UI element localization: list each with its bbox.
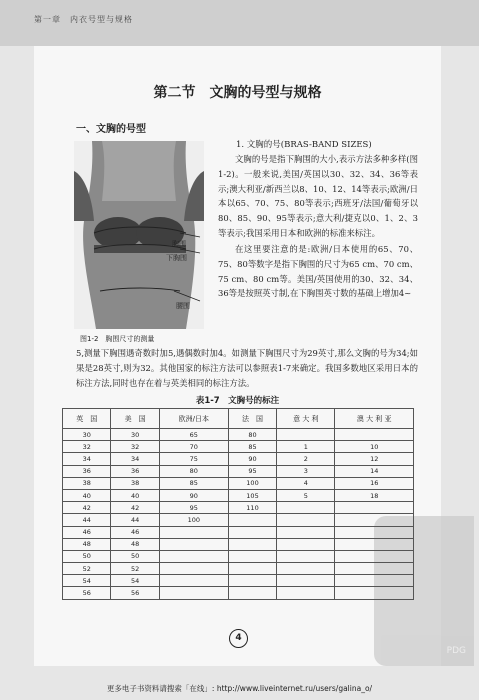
table-cell: 1: [277, 441, 335, 453]
table-cell: 56: [63, 587, 111, 599]
table-row: [63, 538, 414, 550]
table-cell: 95: [228, 465, 276, 477]
table-cell: 100: [228, 477, 276, 489]
subheading: 一、文胸的号型: [76, 124, 146, 135]
table-cell: 42: [111, 502, 159, 514]
table-cell: [335, 563, 414, 575]
table-row: [63, 477, 414, 489]
table-cell: 90: [228, 453, 276, 465]
table-cell: 85: [228, 441, 276, 453]
header-band: [0, 0, 479, 46]
table-cell: [159, 587, 228, 599]
table-row: [63, 489, 414, 501]
figure-bust-measurement: [74, 141, 204, 329]
table-cell: 54: [111, 575, 159, 587]
table-cell: 38: [63, 477, 111, 489]
table-cell: [228, 575, 276, 587]
table-cell: [277, 429, 335, 441]
footer-text: 更多电子书资料请搜索「在线」: http://www.liveinternet.ru/users/galina_o/: [106, 684, 373, 693]
table-cell: 16: [335, 477, 414, 489]
table-row: [63, 429, 414, 441]
header-fr: 法 国: [228, 409, 276, 429]
table-cell: 40: [111, 489, 159, 501]
watermark-text: PDG: [446, 646, 466, 656]
table-cell: 10: [335, 441, 414, 453]
table-cell: [228, 514, 276, 526]
table-cell: [228, 587, 276, 599]
table-cell: [228, 538, 276, 550]
table-cell: [277, 514, 335, 526]
table-cell: 110: [228, 502, 276, 514]
table-cell: 36: [111, 465, 159, 477]
table-cell: 38: [111, 477, 159, 489]
table-cell: [335, 550, 414, 562]
table-cell: 90: [159, 489, 228, 501]
table-cell: [159, 550, 228, 562]
paragraph: 文胸的号是指下胸围的大小,表示方法多种多样(图1-2)。一般来说,美国/英国以30、32、34、36等表示;澳大利亚/新西兰以8、10、12、14等表示;欧洲/日本以65、70、75、80等表示;西班牙/法国/葡萄牙以80、85、90、95等表示;意大利/捷克以0、1、2、3等表示;我国采用日本和欧洲的标准来标注。: [218, 154, 418, 238]
table-cell: 5: [277, 489, 335, 501]
table-cell: 52: [111, 563, 159, 575]
table-cell: 75: [159, 453, 228, 465]
header-us: 美 国: [111, 409, 159, 429]
label-waist: 腰围: [176, 302, 190, 310]
table-row: [63, 587, 414, 599]
table-row: [63, 441, 414, 453]
table-cell: 54: [63, 575, 111, 587]
table-cell: [335, 587, 414, 599]
table-cell: 18: [335, 489, 414, 501]
table-cell: 34: [63, 453, 111, 465]
table-cell: 30: [63, 429, 111, 441]
table-cell: 42: [63, 502, 111, 514]
table-cell: [277, 538, 335, 550]
table-row: [63, 563, 414, 575]
table-row: [63, 453, 414, 465]
table-cell: 85: [159, 477, 228, 489]
table-cell: [228, 526, 276, 538]
table-cell: 100: [159, 514, 228, 526]
table-cell: [159, 538, 228, 550]
table-cell: [159, 526, 228, 538]
table-cell: 3: [277, 465, 335, 477]
table-cell: 2: [277, 453, 335, 465]
book-page: [34, 46, 466, 666]
table-cell: [277, 502, 335, 514]
table-row: [63, 550, 414, 562]
page-number: 4: [229, 629, 248, 648]
table-cell: 40: [63, 489, 111, 501]
header-eu-jp: 欧洲/日本: [159, 409, 228, 429]
table-cell: 30: [111, 429, 159, 441]
table-cell: 50: [111, 550, 159, 562]
paragraph: 5,测量下胸围遇奇数时加5,遇偶数时加4。如测量下胸围尺寸为29英寸,那么文胸的号为34;如果是28英寸,则为32。其他国家的标注方法可以参照表1-7来确定。我国多数地区采用日本的标注方法,同时也存在着与英美相同的标注方法。: [76, 348, 418, 388]
table-cell: 48: [63, 538, 111, 550]
table-row: [63, 465, 414, 477]
table-cell: [335, 514, 414, 526]
table-cell: 12: [335, 453, 414, 465]
table-cell: [335, 575, 414, 587]
table-row: [63, 526, 414, 538]
running-head: 第一章 内衣号型与规格: [34, 15, 133, 24]
table-cell: [335, 538, 414, 550]
table-row: [63, 575, 414, 587]
table-cell: 32: [63, 441, 111, 453]
table-cell: [228, 563, 276, 575]
table-cell: 46: [111, 526, 159, 538]
paragraph: 在这里要注意的是:欧洲/日本使用的65、70、75、80等数字是指下胸围的尺寸为65 cm、70 cm、75 cm、80 cm等。美国/英国使用的30、32、34、36等是按照英寸制,在下胸围英寸数的基础上增加4~: [218, 244, 418, 299]
table-cell: 80: [228, 429, 276, 441]
table-cell: 44: [63, 514, 111, 526]
label-underbust: 下胸围: [166, 254, 187, 262]
header-it: 意 大 利: [277, 409, 335, 429]
table-cell: 36: [63, 465, 111, 477]
table-cell: [277, 575, 335, 587]
figure-caption: 图1-2 胸围尺寸的测量: [80, 335, 155, 343]
table-cell: [335, 526, 414, 538]
table-header-row: [63, 409, 414, 429]
section-title: 第二节 文胸的号型与规格: [153, 85, 322, 101]
table-cell: 65: [159, 429, 228, 441]
size-table: [62, 408, 414, 600]
table-cell: 4: [277, 477, 335, 489]
table-cell: [277, 587, 335, 599]
table-cell: 48: [111, 538, 159, 550]
table-cell: 50: [63, 550, 111, 562]
table-cell: 70: [159, 441, 228, 453]
table-cell: 44: [111, 514, 159, 526]
header-au: 澳 大 利 亚: [335, 409, 414, 429]
table-cell: 34: [111, 453, 159, 465]
table-cell: 52: [63, 563, 111, 575]
table-cell: 80: [159, 465, 228, 477]
table-cell: 95: [159, 502, 228, 514]
table-cell: [277, 526, 335, 538]
table-cell: 56: [111, 587, 159, 599]
table-cell: [335, 502, 414, 514]
table-cell: 14: [335, 465, 414, 477]
table-cell: [228, 550, 276, 562]
table-cell: 105: [228, 489, 276, 501]
label-bust: 胸围: [172, 240, 186, 248]
table-cell: [277, 550, 335, 562]
table-cell: 32: [111, 441, 159, 453]
table-row: [63, 514, 414, 526]
table-title: 表1-7 文胸号的标注: [195, 396, 280, 406]
table-row: [63, 502, 414, 514]
table-cell: [335, 429, 414, 441]
table-cell: [159, 575, 228, 587]
item-heading: 1. 文胸的号(BRAS-BAND SIZES): [236, 140, 372, 150]
table-cell: [277, 563, 335, 575]
table-cell: 46: [63, 526, 111, 538]
header-uk: 英 国: [63, 409, 111, 429]
table-cell: [159, 563, 228, 575]
